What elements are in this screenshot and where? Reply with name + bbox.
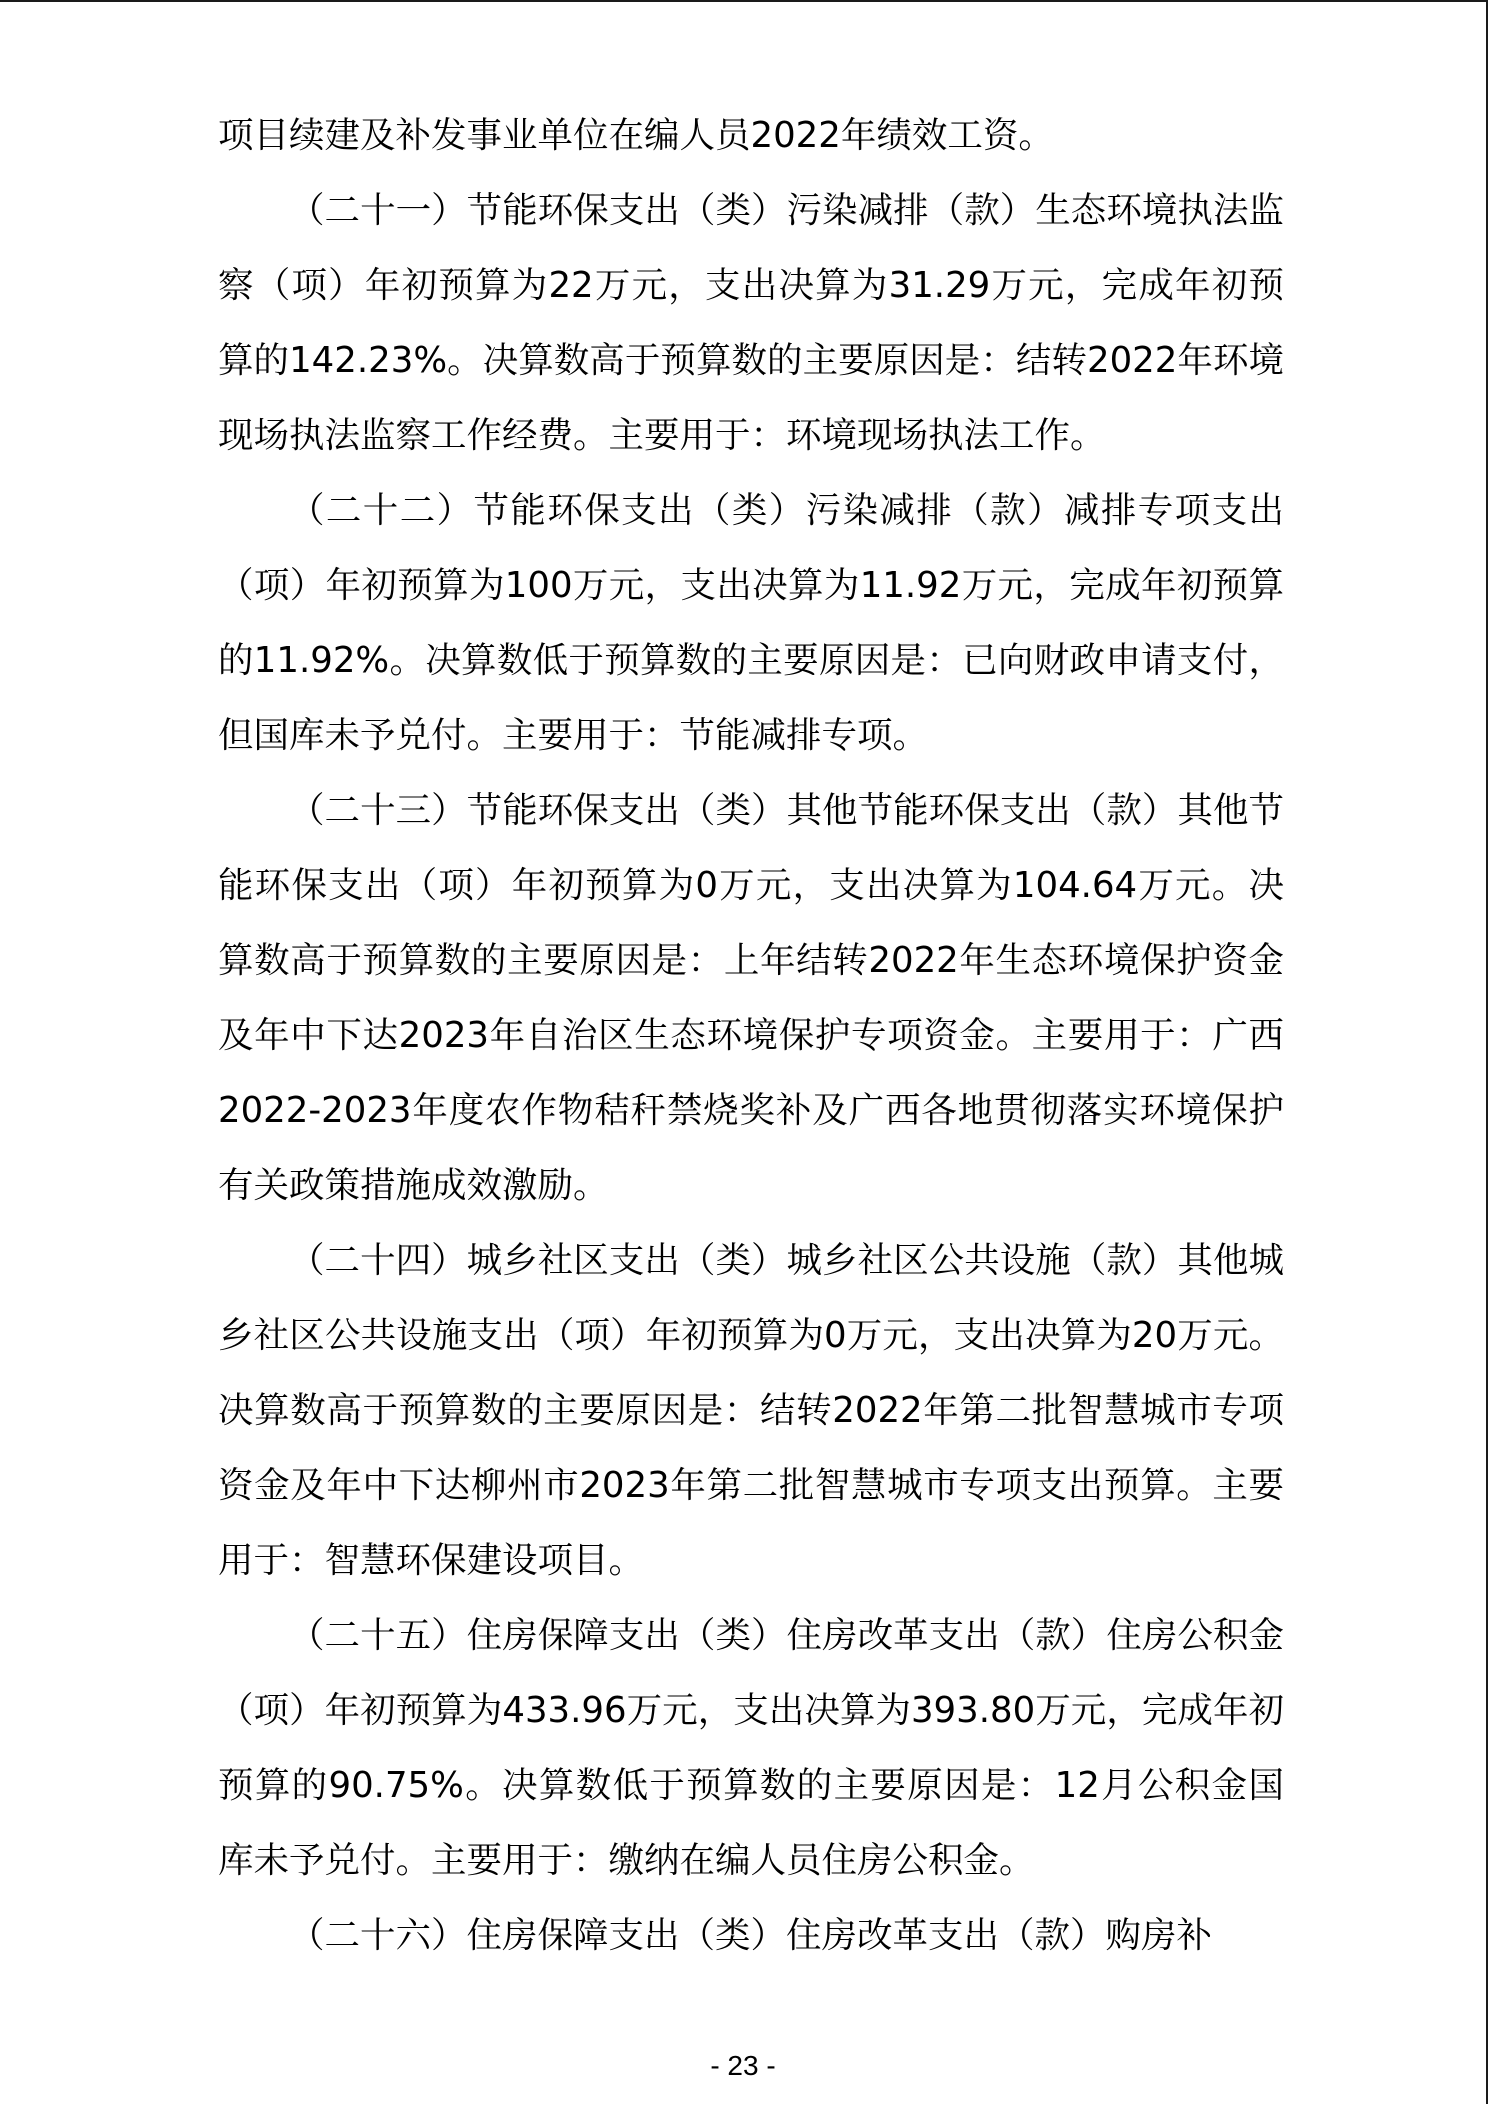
paragraph-item-22: （二十二）节能环保支出（类）污染减排（款）减排专项支出（项）年初预算为100万元，支出决算为11.92万元，完成年初预算的11.92%。决算数低于预算数的主要原因是：已向财政申请支付，但国库未予兑付。主要用于：节能减排专项。	[218, 490, 1284, 756]
paragraph-item-24: （二十四）城乡社区支出（类）城乡社区公共设施（款）其他城乡社区公共设施支出（项）年初预算为0万元，支出决算为20万元。决算数高于预算数的主要原因是：结转2022年第二批智慧城市专项资金及年中下达柳州市2023年第二批智慧城市专项支出预算。主要用于：智慧环保建设项目。	[218, 1240, 1284, 1581]
paragraph-item-26: （二十六）住房保障支出（类）住房改革支出（款）购房补	[289, 1915, 1213, 1956]
paragraph-continuation: 项目续建及补发事业单位在编人员2022年绩效工资。	[218, 115, 1054, 156]
paragraph-item-25: （二十五）住房保障支出（类）住房改革支出（款）住房公积金（项）年初预算为433.96万元，支出决算为393.80万元，完成年初预算的90.75%。决算数低于预算数的主要原因是：12月公积金国库未予兑付。主要用于：缴纳在编人员住房公积金。	[218, 1615, 1284, 1881]
document-body	[218, 98, 1284, 1973]
paragraph-item-23: （二十三）节能环保支出（类）其他节能环保支出（款）其他节能环保支出（项）年初预算为0万元，支出决算为104.64万元。决算数高于预算数的主要原因是：上年结转2022年生态环境保护资金及年中下达2023年自治区生态环境保护专项资金。主要用于：广西2022-2023年度农作物秸秆禁烧奖补及广西各地贯彻落实环境保护有关政策措施成效激励。	[218, 790, 1284, 1206]
paragraph-item-21: （二十一）节能环保支出（类）污染减排（款）生态环境执法监察（项）年初预算为22万元，支出决算为31.29万元，完成年初预算的142.23%。决算数高于预算数的主要原因是：结转2022年环境现场执法监察工作经费。主要用于：环境现场执法工作。	[218, 190, 1284, 456]
page-number: - 23 -	[710, 2050, 776, 2081]
